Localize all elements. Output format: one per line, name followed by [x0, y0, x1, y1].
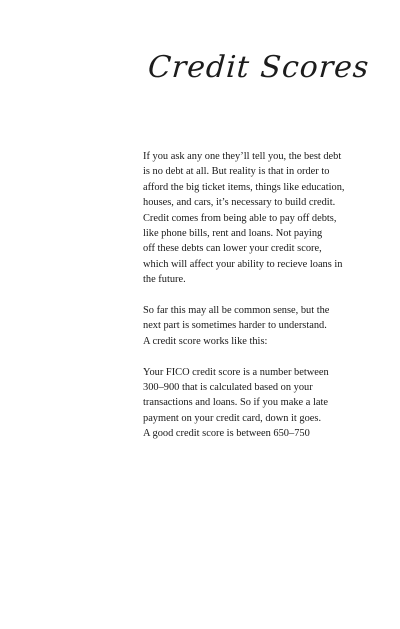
- page-title: Credit Scores: [146, 50, 371, 86]
- text-line: So far this may all be common sense, but the: [143, 305, 330, 317]
- text-line: which will affect your ability to recieve loans in: [143, 258, 343, 270]
- paragraph-2: [143, 303, 373, 349]
- text-line: like phone bills, rent and loans. Not paying: [143, 228, 323, 240]
- paragraph-1: [143, 149, 373, 288]
- text-line: houses, and cars, it’s necessary to build credit.: [143, 197, 336, 209]
- text-line: the future.: [143, 274, 186, 286]
- paragraph-3: [143, 365, 373, 442]
- text-line: payment on your credit card, down it goes.: [143, 412, 322, 424]
- text-line: is no debt at all. But reality is that in order to: [143, 166, 330, 178]
- text-line: A credit score works like this:: [143, 335, 268, 347]
- text-line: A good credit score is between 650–750: [143, 428, 310, 440]
- text-line: off these debts can lower your credit score,: [143, 243, 322, 255]
- body-text: [143, 149, 373, 457]
- text-line: afford the big ticket items, things like education,: [143, 181, 345, 193]
- text-line: Credit comes from being able to pay off debts,: [143, 212, 337, 224]
- text-line: If you ask any one they’ll tell you, the best debt: [143, 151, 342, 162]
- text-line: 300–900 that is calculated based on your: [143, 382, 313, 394]
- text-line: next part is sometimes harder to understand.: [143, 320, 327, 332]
- text-line: transactions and loans. So if you make a late: [143, 397, 328, 409]
- text-line: Your FICO credit score is a number between: [143, 366, 329, 378]
